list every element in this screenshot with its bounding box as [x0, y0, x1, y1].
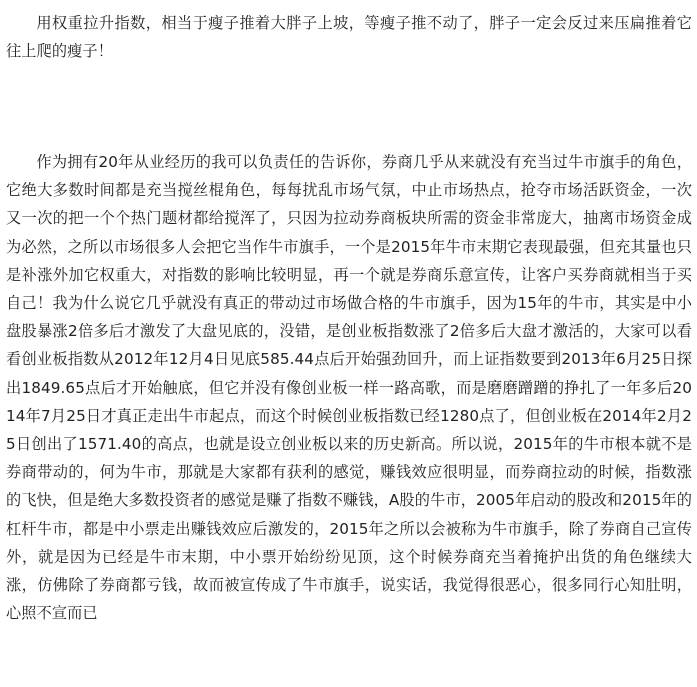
paragraph-main: 作为拥有20年从业经历的我可以负责任的告诉你，券商几乎从来就没有充当过牛市旗手的角色，它绝大多数时间都是充当搅丝棍角色，每每扰乱市场气氛，中止市场热点，抢夺市场活跃资金，一次又一次的把一个个热门题材都给搅浑了，只因为拉动券商板块所需的资金非常庞大，抽离市场资金成为必然，之所以市场很多人会把它当作牛市旗手，一个是2015年牛市末期它表现最强，但充其量也只是补涨外加它权重大，对指数的影响比较明显，再一个就是券商乐意宣传，让客户买券商就相当于买自己！我为什么说它几乎就没有真正的带动过市场做合格的牛市旗手，因为15年的牛市，其实是中小盘股暴涨2倍多后才激发了大盘见底的，没错，是创业板指数涨了2倍多后大盘才激活的，大家可以看看创业板指数从2012年12月4日见底585.44点后开始强劲回升，而上证指数要到2013年6月25日探出1849.65点后才开始触底，但它并没有像创业板一样一路高歌，而是磨磨蹭蹭的挣扎了一年多后2014年7月25日才真正走出牛市起点，而这个时候创业板指数已经1280点了，但创业板在2014年2月25日创出了1571.40的高点，也就是设立创业板以来的历史新高。所以说，2015年的牛市根本就不是券商带动的，何为牛市，那就是大家都有获利的感觉，赚钱效应很明显，而券商拉动的时候，指数涨的飞快，但是绝大多数投资者的感觉是赚了指数不赚钱，A股的牛市，2005年启动的股改和2015年的杠杆牛市，都是中小票走出赚钱效应后激发的，2015年之所以会被称为牛市旗手，除了券商自己宣传外，就是因为已经是牛市末期，中小票开始纷纷见顶，这个时候券商充当着掩护出货的角色继续大涨，仿佛除了券商都亏钱，故而被宣传成了牛市旗手，说实话，我觉得很恶心，很多同行心知肚明，心照不宣而已 [6, 153, 692, 623]
paragraph-intro: 用权重拉升指数，相当于瘦子推着大胖子上坡，等瘦子推不动了，胖子一定会反过来压扁推着它往上爬的瘦子！ [6, 14, 692, 61]
